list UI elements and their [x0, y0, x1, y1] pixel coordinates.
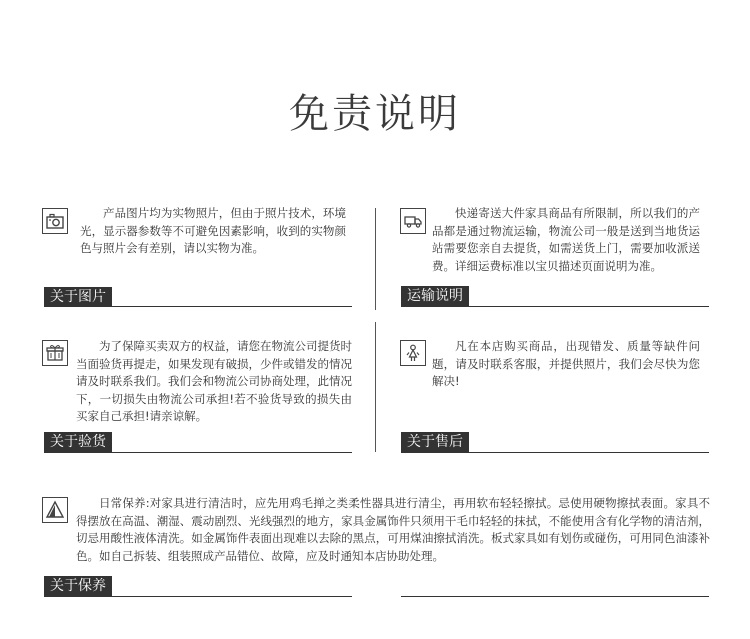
inspection-label: 关于验货	[44, 432, 112, 452]
after-sales-underline	[401, 452, 709, 453]
column-divider-middle	[375, 322, 376, 452]
photos-text: 产品图片均为实物照片，但由于照片技术，环境光，显示器参数等不可避免因素影响，收到的实物颜色与照片会有差别，请以实物为准。	[80, 206, 346, 255]
after-sales-text: 凡在本店购买商品，出现错发、质量等缺件问题，请及时联系客服，并提供照片，我们会尽快为您解决!	[432, 339, 700, 388]
page-title: 免责说明	[289, 91, 461, 137]
shipping-underline	[401, 306, 709, 307]
inspection-text: 为了保障买卖双方的权益，请您在物流公司提货时当面验货再提走，如果发现有破损，少件或错发的情况请及时联系我们。我们会和物流公司协商处理，此情况下，一切损失由物流公司承担!若不验货导致的损失由买家自己承担!请亲谅解。	[76, 339, 352, 423]
inspection-underline	[44, 452, 352, 453]
after-sales-label: 关于售后	[401, 432, 469, 452]
warning-triangle-icon	[42, 497, 68, 523]
maintenance-underline-right	[401, 596, 709, 597]
maintenance-underline-left	[44, 596, 352, 597]
truck-icon	[400, 208, 426, 234]
person-icon	[400, 340, 426, 366]
maintenance-label: 关于保养	[44, 576, 112, 596]
gift-box-icon	[42, 340, 68, 366]
shipping-text: 快递寄送大件家具商品有所限制，所以我们的产品都是通过物流运输，物流公司一般是送到当地货运站需要您亲自去提货，如需送货上门，需要加收派送费。详细运费标准以宝贝描述页面说明为准。	[432, 206, 700, 273]
column-divider-top	[375, 208, 376, 310]
photos-underline	[44, 306, 352, 307]
shipping-label: 运输说明	[401, 286, 469, 306]
camera-icon	[42, 208, 68, 234]
photos-label: 关于图片	[44, 287, 112, 307]
maintenance-text: 日常保养:对家具进行清洁时，应先用鸡毛掸之类柔性器具进行清尘，再用软布轻轻擦拭。忌使用硬物擦拭表面。家具不得摆放在高温、潮湿、震动剧烈、光线强烈的地方，家具金属饰件只须用干毛巾轻轻的抹拭，不能使用含有化学物的清洁剂，切忌用酸性液体清洗。如金属饰件表面出现难以去除的黑点，可用煤油擦拭消洗。板式家具如有划伤或碰伤，可用同色油漆补色。如自己拆装、组装照成产品错位、故障，应及时通知本店协助处理。	[76, 496, 710, 563]
